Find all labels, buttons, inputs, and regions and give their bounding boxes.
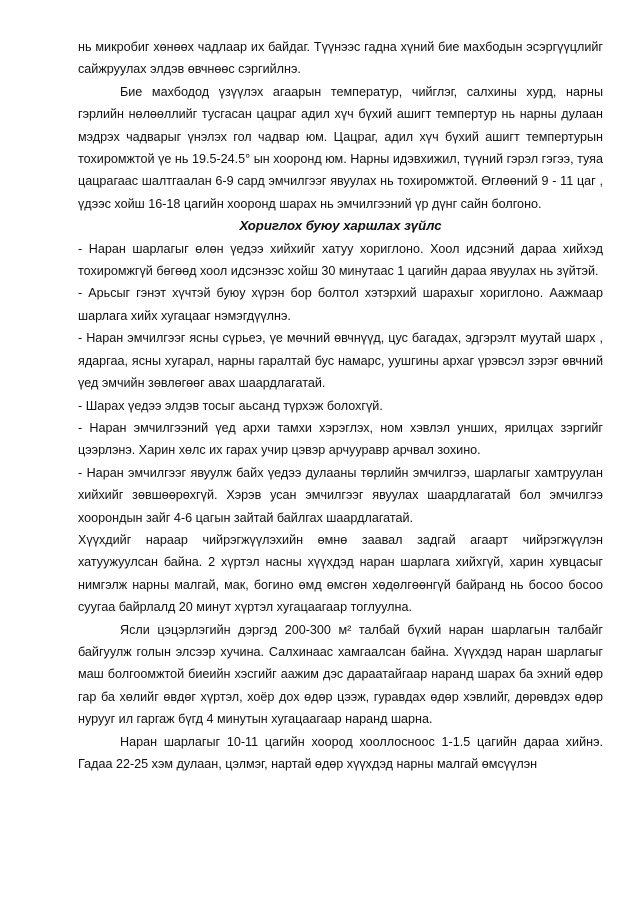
list-item: - Арьсыг гэнэт хүчтэй буюу хүрэн бор болтол хэтэрхий шарахыг хориглоно. Аажмаар шарлага хийх хугацааг нэмэгдүүлнэ. [78, 286, 603, 323]
list-item: - Наран эмчилгээг явуулж байх үедээ дулааны төрлийн эмчилгээ, шарлагыг хамтруулан хийхийг зөвшөөрөхгүй. Хэрэв усан эмчилгээг явуулах шаардлагатай бол эмчилгээ хоорондын зайг 4-6 цагын зайтай байлгах шаардлагатай. [78, 465, 603, 525]
section-heading: Хориглох буюу харшлах зүйлс [239, 218, 442, 234]
list-item: - Наран эмчилгээг ясны сүрьеэ, үе мөчний өвчнүүд, цус багадах, эдгэрэлт муутай шарх , ядаргаа, ясны хугарал, нарны гаралтай бус намарс, уушгины архаг үрэвсэл зэрэг өвчний үед эмчийн зөвлөгөөг авах шаардлагатай. [78, 331, 603, 391]
list-item: - Шарах үедээ элдэв тосыг аьсанд түрхэж болохгүй. [78, 398, 383, 413]
paragraph-kindergarten: Ясли цэцэрлэгийн дэргэд 200-300 м² талбай бүхий наран шарлагын талбайг байгуулж голын элсээр хучина. Салхинаас хамгаалсан байна. Хүүхдэд наран шарлагыг маш болгоомжтой биеийн хэсгийг аажим дэс дараатайгаар наранд шарах ба эхний өдөр гар ба хөлийг өвдөг хүртэл, хоёр дох өдөр цээж, гуравдах өдөр хэвлийг, дөрөвдэх өдөр нурууг ил гаргаж бүгд 4 минутын хугацаагаар наранд шарна. [78, 622, 603, 727]
list-item: - Наран шарлагыг өлөн үедээ хийхийг хатуу хориглоно. Хоол идсэний дараа хийхэд тохиромжгүй бөгөөд хоол идсэнээс хойш 30 минутаас 1 цагийн дараа явуулах нь зүйтэй. [78, 241, 603, 279]
paragraph-children: Хүүхдийг нараар чийрэгжүүлэхийн өмнө заавал задгай агаарт чийрэгжүүлэн хатуужуулсан байна. 2 хүртэл насны хүүхдэд наран шарлага хийхгүй, харин хувцасыг нимгэлж нарны малгай, мак, богино өмд өмсгөн хөдөлгөөнгүй байранд нь босоо босоо суугаа байрлалд 20 минут хүртэл хугацаагаар тоглуулна. [78, 532, 603, 615]
paragraph-schedule: Наран шарлагыг 10-11 цагийн хоород хооллосноос 1-1.5 цагийн дараа хийнэ. Гадаа 22-25 хэм дулаан, цэлмэг, нартай өдөр хүүхдэд нарны малгай өмсүүлэн [78, 734, 603, 771]
document-page [78, 36, 603, 775]
paragraph-temperature: Бие махбодод үзүүлэх агаарын температур, чийглэг, салхины хурд, нарны гэрлийн нөлөөллийг тусгасан цацраг адил хүч бүхий ашигт темпертур нь нарны дулаан мэдрэх чадварыг үнэлэх гол чадвар юм. Цацраг, адил хүч бүхий ашигт темпертурын тохиромжтой үе нь 19.5-24.5° ын хооронд юм. Нарны идэвхижил, түүний гэрэл гэгээ, туяа цацрагаас шалтгаалан 6-9 сард эмчилгээг явуулах нь тохиромжтой. Өглөөний 9 - 11 цаг , үдээс хойш 16-18 цагийн хооронд шарах нь эмчилгээний үр дүнг сайн болгоно. [78, 84, 603, 211]
list-item: - Наран эмчилгээний үед архи тамхи хэрэглэх, ном хэвлэл унших, ярилцах зэргийг цээрлэнэ. Харин хөлс их гарах учир цэвэр арчууравр арчвал зохино. [78, 420, 603, 458]
paragraph-continuation: нь микробиг хөнөөх чадлаар их байдаг. Түүнээс гадна хүний бие махбодын эсэргүүцлийг сайжруулах элдэв өвчнөөс сэргийлнэ. [78, 40, 603, 77]
